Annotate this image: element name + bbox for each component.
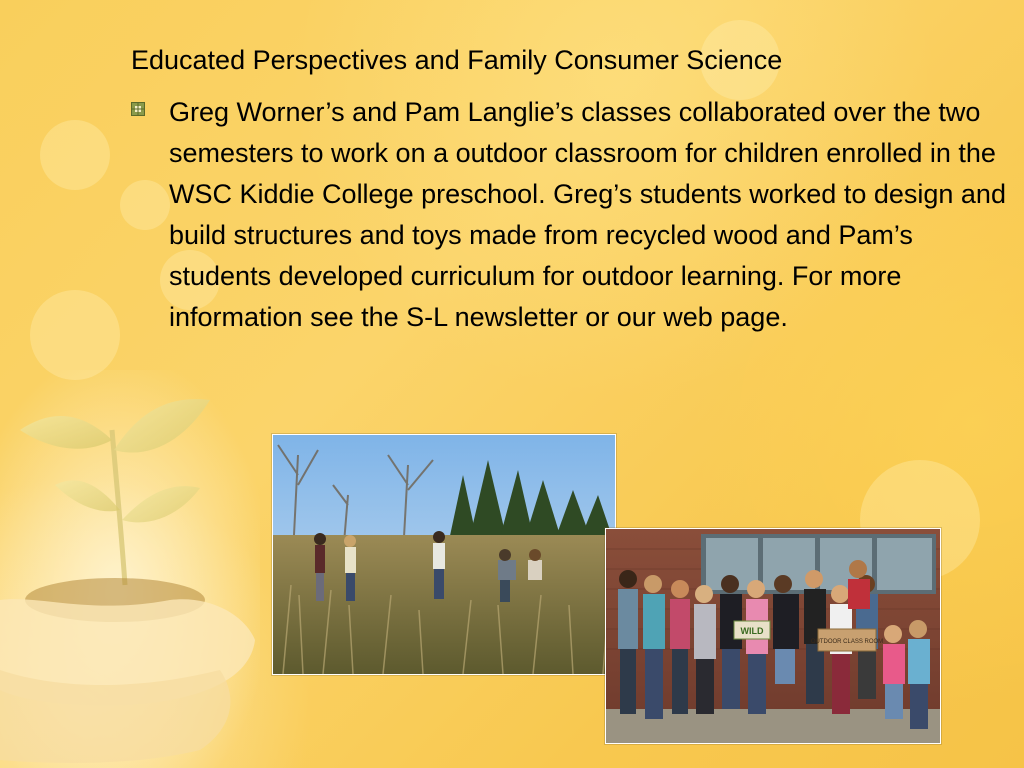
outdoor-classroom-sign xyxy=(811,629,883,651)
bokeh-decoration xyxy=(30,290,120,380)
field-photo xyxy=(272,434,616,675)
seedling-hand-illustration xyxy=(0,370,260,768)
bokeh-decoration xyxy=(40,120,110,190)
outdoor-classroom-sign-text: OUTDOOR CLASS ROOM xyxy=(810,639,884,645)
group-photo-image xyxy=(606,529,940,743)
wild-sign-text: WILD xyxy=(740,626,764,636)
bullet-text: Greg Worner’s and Pam Langlie’s classes collaborated over the two semesters to work on a outdoor classroom for children enrolled in the WSC Kiddie College preschool. Greg’s students worked to design and build structures and toys made from recycled wood and Pam’s students developed curriculum for outdoor learning. For more information see the S-L newsletter or our web page. xyxy=(169,97,1006,332)
square-bullet-icon xyxy=(131,102,145,116)
wild-sign xyxy=(734,621,770,639)
slide-title: Educated Perspectives and Family Consumer Science xyxy=(131,45,783,75)
bokeh-decoration xyxy=(120,180,170,230)
field-photo-image xyxy=(273,435,615,674)
group-photo xyxy=(605,528,941,744)
